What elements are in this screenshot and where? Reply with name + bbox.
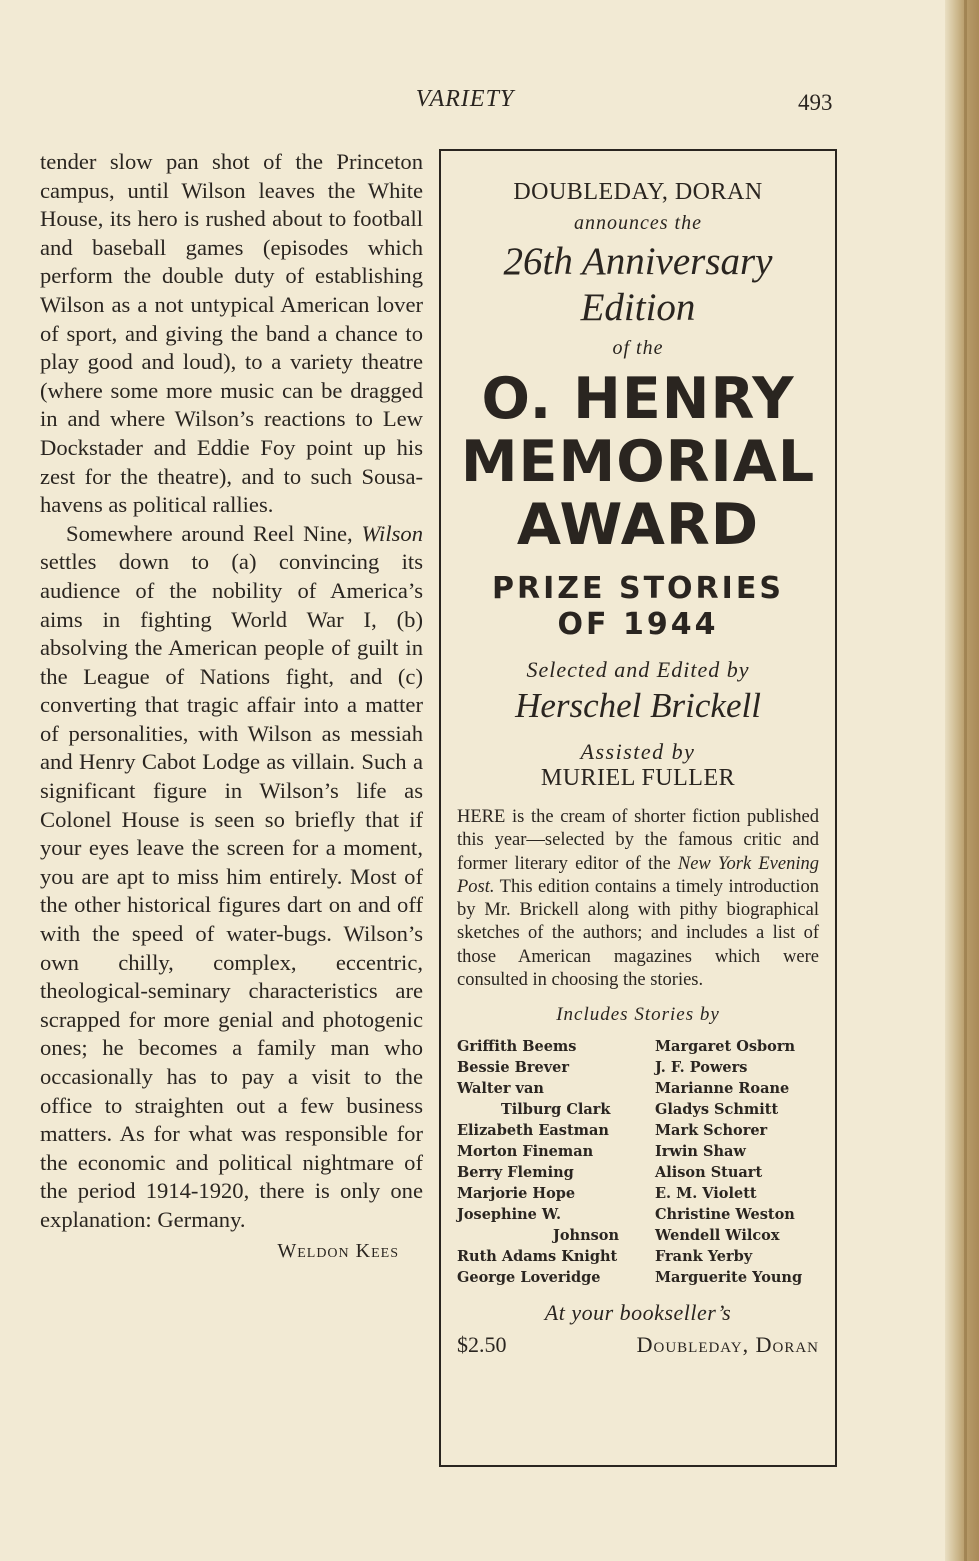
author-name: Marianne Roane xyxy=(655,1080,790,1098)
page-number: 493 xyxy=(798,90,833,115)
author-column-right xyxy=(655,1036,819,1288)
book-advertisement xyxy=(439,149,837,1467)
ad-of-the: of the xyxy=(612,337,664,359)
author-name: Mark Schorer xyxy=(655,1122,768,1140)
review-column xyxy=(40,148,423,1265)
ad-award-title: O. HENRY MEMORIAL AWARD xyxy=(460,366,816,558)
ad-editor-name: Herschel Brickell xyxy=(515,686,761,725)
running-head: VARIETY xyxy=(415,86,515,112)
author-name: George Loveridge xyxy=(457,1269,601,1287)
ad-footer xyxy=(457,1332,819,1358)
book-spine-edge xyxy=(945,0,979,1561)
ad-selected-by: Selected and Edited by xyxy=(526,657,750,682)
author-name: Bessie Brever xyxy=(457,1059,569,1077)
author-name: Walter van xyxy=(457,1080,544,1098)
ad-assisted-by: Assisted by xyxy=(580,739,696,764)
ad-blurb: HERE is the cream of shorter fiction published this year—selected by the famous critic and former literary editor of the New York Evening Post. This edition contains a timely introduction by Mr. Brickell along with pithy biographical sketches of the authors; and includes a list of those American magazines which were consulted in choosing the stories. xyxy=(457,807,819,991)
author-name: Ruth Adams Knight xyxy=(457,1248,618,1266)
author-name: E. M. Violett xyxy=(655,1185,757,1203)
ad-announces: announces the xyxy=(574,212,702,234)
author-name: Marjorie Hope xyxy=(457,1185,576,1203)
author-name: Alison Stuart xyxy=(655,1164,763,1182)
author-name: Gladys Schmitt xyxy=(655,1101,779,1119)
author-name: Wendell Wilcox xyxy=(655,1227,780,1245)
ad-price: $2.50 xyxy=(457,1332,507,1358)
film-title: Wilson xyxy=(361,520,423,546)
ad-edition-title: 26th Anniversary Edition xyxy=(503,240,773,329)
ad-bookseller: At your bookseller’s xyxy=(544,1300,732,1326)
ad-assistant-name: MURIEL FULLER xyxy=(540,765,736,791)
review-paragraph: Somewhere around Reel Nine, Wilson settles down to (a) convincing its audience of the nobility of America’s aims in fighting World War I, (b) absolving the American people of guilt in the League of Nations fight, and (c) converting that tragic affair into a matter of personalities, with Wilson as messiah and Henry Cabot Lodge as villain. Such a significant figure in Wilson’s life as Colonel House is seen so briefly that if your eyes leave the screen for a moment, you are apt to miss him entirely. Most of the other historical figures dart on and off with the speed of water-bugs. Wilson’s own chilly, complex, eccentric, theological-seminary characteristics are scrapped for more genial and photogenic ones; he becomes a family man who occasionally has to pay a visit to the office to straighten out a few business matters. As for what was responsible for the economic and political nightmare of the period 1914-1920, there is only one explanation: Germany. xyxy=(40,520,423,1232)
author-name: Irwin Shaw xyxy=(655,1143,746,1161)
ad-includes-heading: Includes Stories by xyxy=(556,1004,720,1026)
ad-publisher-footer: Doubleday, Doran xyxy=(636,1332,819,1358)
author-name: Griffith Beems xyxy=(457,1038,577,1056)
author-name: Tilburg Clark xyxy=(501,1101,611,1119)
review-paragraph: tender slow pan shot of the Princeton campus, until Wilson leaves the White House, its hero is rushed about to football and baseball games (episodes which perform the double duty of establishing Wilson as a not untypical American lover of sport, and giving the band a chance to play good and loud), to a variety theatre (where some more music can be dragged in and where Wilson’s reactions to Lew Dockstader and Eddie Foy point up his zest for the theatre), and to such Sousa-havens as political rallies. xyxy=(40,149,423,518)
author-name: Johnson xyxy=(553,1227,619,1245)
author-name: Berry Fleming xyxy=(457,1164,574,1182)
author-name: Marguerite Young xyxy=(655,1269,803,1287)
author-name: Josephine W. xyxy=(457,1206,561,1224)
author-name: Morton Fineman xyxy=(457,1143,594,1161)
author-name: J. F. Powers xyxy=(655,1059,748,1077)
spine-shadow xyxy=(964,0,967,1561)
newspaper-title: New York Evening Post. xyxy=(457,853,819,897)
author-name: Elizabeth Eastman xyxy=(457,1122,609,1140)
author-name: Margaret Osborn xyxy=(655,1038,796,1056)
ad-publisher: DOUBLEDAY, DORAN xyxy=(513,179,763,205)
author-name: Christine Weston xyxy=(655,1206,795,1224)
author-column-left xyxy=(457,1036,655,1288)
review-signature: Weldon Kees xyxy=(277,1239,399,1262)
ad-prize-heading: PRIZE STORIES OF 1944 xyxy=(492,571,784,642)
author-name: Frank Yerby xyxy=(655,1248,753,1266)
author-list xyxy=(457,1036,819,1288)
